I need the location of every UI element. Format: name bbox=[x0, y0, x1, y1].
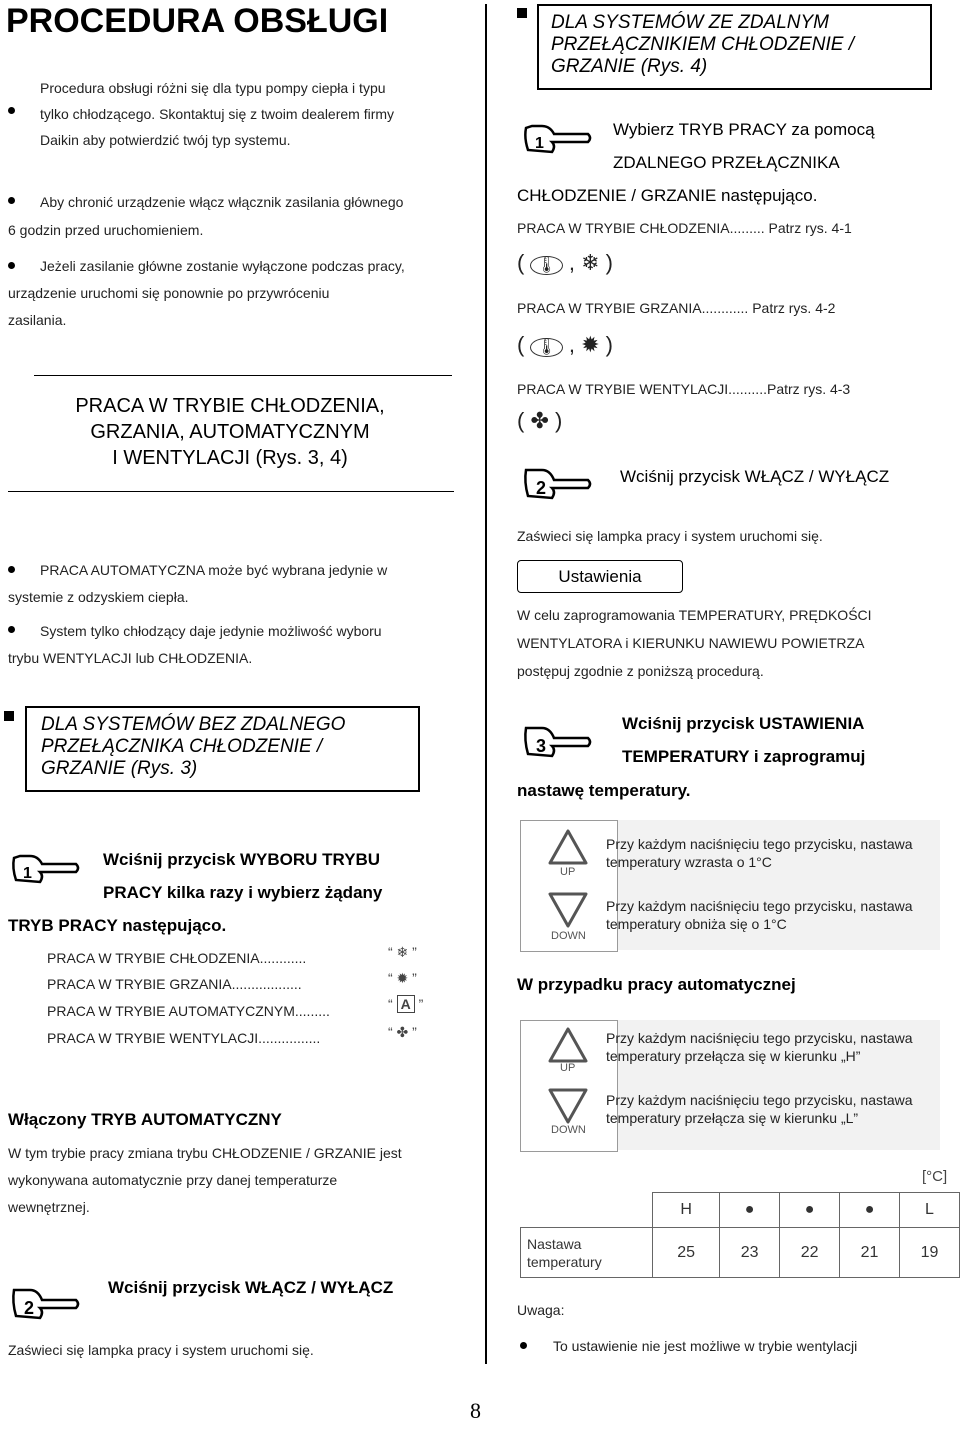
table-header-cell: ● bbox=[780, 1193, 840, 1228]
page-title: PROCEDURA OBSŁUGI bbox=[6, 2, 389, 40]
down-label: DOWN bbox=[551, 930, 586, 942]
auto-text: wykonywana automatycznie przy danej temperaturze bbox=[8, 1172, 338, 1188]
note-line: systemie z odzyskiem ciepła. bbox=[8, 589, 189, 605]
fan-icon: “ ✤ ” bbox=[388, 1024, 417, 1040]
table-cell: 22 bbox=[780, 1228, 840, 1278]
table-corner bbox=[521, 1193, 653, 1228]
mode-fan: PRACA W TRYBIE WENTYLACJI................ bbox=[47, 1030, 321, 1046]
settings-text: postępuj zgodnie z poniższą procedurą. bbox=[517, 663, 764, 679]
pointing-hand-2-icon bbox=[522, 462, 594, 502]
mode-cool: PRACA W TRYBIE CHŁODZENIA............ bbox=[47, 950, 307, 966]
down-button[interactable] bbox=[547, 890, 589, 930]
settings-text: WENTYLATORA i KIERUNKU NAWIEWU POWIETRZA bbox=[517, 635, 865, 651]
bullet bbox=[8, 107, 15, 114]
mode-heat: PRACA W TRYBIE GRZANIA.................. bbox=[47, 976, 302, 992]
step1-text: CHŁODZENIE / GRZANIE następująco. bbox=[517, 186, 818, 205]
mode-cool: PRACA W TRYBIE CHŁODZENIA......... Patrz rys. 4-1 bbox=[517, 220, 852, 236]
step3-text: TEMPERATURY i zaprogramuj bbox=[622, 747, 866, 766]
divider bbox=[8, 491, 454, 492]
intro-line: 6 godzin przed uruchomieniem. bbox=[8, 222, 204, 238]
table-cell: 23 bbox=[720, 1228, 780, 1278]
step3-text: nastawę temperatury. bbox=[517, 781, 691, 800]
note-text: To ustawienie nie jest możliwe w trybie wentylacji bbox=[553, 1338, 858, 1354]
up-label: UP bbox=[560, 866, 576, 878]
table-header-cell: ● bbox=[840, 1193, 900, 1228]
auto-text: wewnętrznej. bbox=[8, 1199, 90, 1215]
step1-text: Wciśnij przycisk WYBORU TRYBU bbox=[103, 850, 381, 869]
svg-text:1: 1 bbox=[535, 135, 544, 152]
mode-heat: PRACA W TRYBIE GRZANIA............ Patrz rys. 4-2 bbox=[517, 300, 836, 316]
step2-text: Wciśnij przycisk WŁĄCZ / WYŁĄCZ bbox=[620, 467, 890, 486]
intro-line: zasilania. bbox=[8, 312, 67, 328]
settings-text: W celu zaprogramowania TEMPERATURY, PRĘDKOŚCI bbox=[517, 607, 872, 623]
table-cell: 21 bbox=[840, 1228, 900, 1278]
heat-switch-icons: ( 🌡 , ✹ ) bbox=[517, 332, 613, 357]
intro-line: Jeżeli zasilanie główne zostanie wyłączone podczas pracy, bbox=[40, 258, 405, 274]
down-desc: Przy każdym naciśnięciu tego przycisku, nastawa bbox=[606, 898, 913, 914]
intro-line: Daikin aby potwierdzić twój typ systemu. bbox=[40, 132, 291, 148]
snowflake-icon: “ ❄ ” bbox=[388, 944, 417, 960]
section-marker bbox=[4, 711, 14, 721]
intro-line: tylko chłodzącego. Skontaktuj się z twoim dealerem firmy bbox=[40, 106, 395, 122]
cool-switch-icons: ( 🌡 , ❄ ) bbox=[517, 250, 613, 275]
temperature-table bbox=[520, 1192, 960, 1278]
auto-down-desc: Przy każdym naciśnięciu tego przycisku, nastawa bbox=[606, 1092, 913, 1108]
step2-note: Zaświeci się lampka pracy i system uruchomi się. bbox=[517, 528, 823, 544]
mode-auto: PRACA W TRYBIE AUTOMATYCZNYM......... bbox=[47, 1003, 330, 1019]
step1-text: Wybierz TRYB PRACY za pomocą bbox=[613, 120, 875, 139]
table-row-label: Nastawa temperatury bbox=[521, 1228, 653, 1278]
down-desc: temperatury obniża się o 1°C bbox=[606, 916, 787, 932]
divider bbox=[34, 375, 452, 376]
auto-text: W tym trybie pracy zmiana trybu CHŁODZENIE / GRZANIE jest bbox=[8, 1145, 402, 1161]
up-button[interactable] bbox=[547, 828, 589, 868]
pointing-hand-2-icon bbox=[10, 1282, 82, 1322]
note-label: Uwaga: bbox=[517, 1302, 565, 1318]
bullet bbox=[8, 197, 15, 204]
section-heading: PRACA W TRYBIE CHŁODZENIA, GRZANIA, AUTOMATYCZNYM I WENTYLACJI (Rys. 3, 4) bbox=[75, 395, 385, 469]
pointing-hand-1-icon bbox=[10, 850, 82, 886]
bullet bbox=[8, 566, 15, 573]
down-label: DOWN bbox=[551, 1124, 586, 1136]
page-number: 8 bbox=[470, 1398, 481, 1423]
step1-text: ZDALNEGO PRZEŁĄCZNIKA bbox=[613, 153, 840, 172]
table-cell: 25 bbox=[653, 1228, 720, 1278]
note-line: trybu WENTYLACJI lub CHŁODZENIA. bbox=[8, 650, 253, 666]
bullet bbox=[8, 626, 15, 633]
bullet bbox=[8, 262, 15, 269]
step2-note: Zaświeci się lampka pracy i system uruchomi się. bbox=[8, 1342, 314, 1358]
auto-mode-icon: “ A ” bbox=[388, 996, 424, 1012]
section-marker bbox=[517, 8, 527, 18]
step2-text: Wciśnij przycisk WŁĄCZ / WYŁĄCZ bbox=[108, 1278, 394, 1297]
auto-up-desc: temperatury przełącza się w kierunku „H” bbox=[606, 1048, 861, 1064]
column-divider bbox=[485, 4, 487, 1364]
step1-text: PRACY kilka razy i wybierz żądany bbox=[103, 883, 383, 902]
table-header-cell: L bbox=[900, 1193, 960, 1228]
bullet bbox=[520, 1342, 527, 1349]
auto-heading: W przypadku pracy automatycznej bbox=[517, 975, 796, 994]
pointing-hand-3-icon bbox=[522, 720, 594, 760]
up-desc: Przy każdym naciśnięciu tego przycisku, nastawa bbox=[606, 836, 913, 852]
svg-text:3: 3 bbox=[536, 736, 547, 756]
up-desc: temperatury wzrasta o 1°C bbox=[606, 854, 772, 870]
sun-icon: “ ✹ ” bbox=[388, 970, 417, 986]
down-button[interactable] bbox=[547, 1086, 589, 1126]
svg-text:2: 2 bbox=[536, 478, 547, 498]
table-header-cell: ● bbox=[720, 1193, 780, 1228]
step1-text: TRYB PRACY następująco. bbox=[8, 916, 227, 935]
auto-up-desc: Przy każdym naciśnięciu tego przycisku, nastawa bbox=[606, 1030, 913, 1046]
auto-heading: Włączony TRYB AUTOMATYCZNY bbox=[8, 1110, 282, 1129]
with-remote-box: DLA SYSTEMÓW ZE ZDALNYM PRZEŁĄCZNIKIEM CHŁODZENIE / GRZANIE (Rys. 4) bbox=[537, 4, 932, 90]
table-header-cell: H bbox=[653, 1193, 720, 1228]
auto-down-desc: temperatury przełącza się w kierunku „L” bbox=[606, 1110, 859, 1126]
intro-line: Aby chronić urządzenie włącz włącznik zasilania głównego bbox=[40, 194, 404, 210]
note-line: System tylko chłodzący daje jedynie możliwość wyboru bbox=[40, 623, 382, 639]
intro-line: Procedura obsługi różni się dla typu pompy ciepła i typu bbox=[40, 80, 386, 96]
no-remote-box: DLA SYSTEMÓW BEZ ZDALNEGO PRZEŁĄCZNIKA CHŁODZENIE / GRZANIE (Rys. 3) bbox=[25, 706, 420, 792]
up-label: UP bbox=[560, 1062, 576, 1074]
svg-text:1: 1 bbox=[23, 865, 32, 882]
fan-switch-icon: ( ✤ ) bbox=[517, 408, 563, 433]
table-cell: 19 bbox=[900, 1228, 960, 1278]
note-line: PRACA AUTOMATYCZNA może być wybrana jedynie w bbox=[40, 562, 388, 578]
up-button[interactable] bbox=[547, 1026, 589, 1066]
intro-line: urządzenie uruchomi się ponownie po przywróceniu bbox=[8, 285, 330, 301]
pointing-hand-1-icon bbox=[522, 120, 594, 156]
unit-label: [°C] bbox=[922, 1168, 948, 1185]
settings-label-box: Ustawienia bbox=[517, 560, 683, 593]
step3-text: Wciśnij przycisk USTAWIENIA bbox=[622, 714, 865, 733]
mode-fan: PRACA W TRYBIE WENTYLACJI..........Patrz rys. 4-3 bbox=[517, 381, 851, 397]
svg-text:2: 2 bbox=[24, 1298, 35, 1318]
